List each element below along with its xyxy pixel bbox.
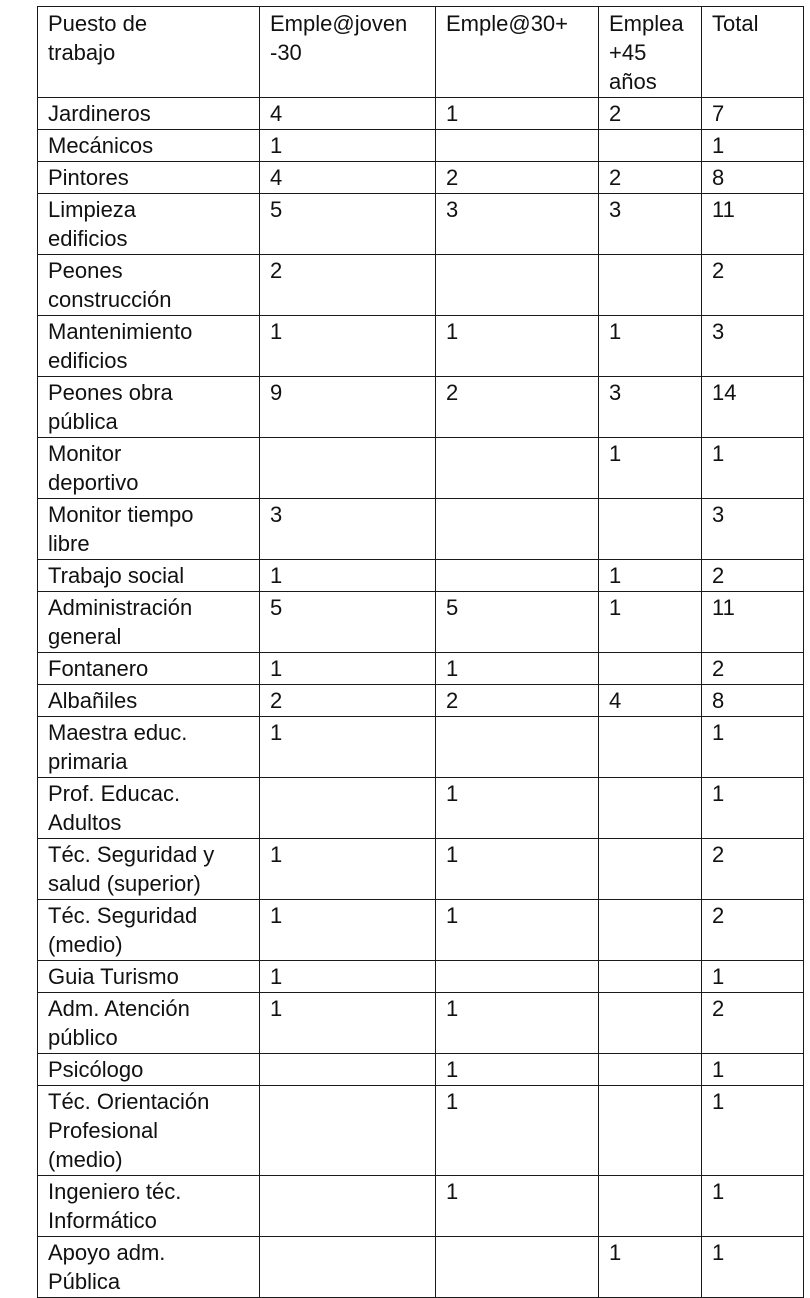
cell-45 — [599, 717, 702, 778]
table-row — [38, 1086, 804, 1176]
cell-total — [702, 438, 804, 499]
table-row — [38, 839, 804, 900]
cell-puesto-value: Adm. Atención público — [48, 996, 190, 1050]
cell-total-value: 1 — [712, 1089, 725, 1114]
cell-puesto-value: Fontanero — [48, 656, 149, 681]
cell-30-value: 1 — [446, 1089, 459, 1114]
table-row — [38, 961, 804, 993]
document-page — [37, 6, 804, 1298]
cell-30-value: 1 — [446, 656, 459, 681]
cell-30-value: 2 — [446, 165, 459, 190]
cell-total — [702, 993, 804, 1054]
cell-total-value: 2 — [712, 563, 725, 588]
cell-puesto — [38, 130, 260, 162]
cell-puesto-value: Apoyo adm. Pública — [48, 1240, 166, 1294]
cell-joven — [260, 961, 436, 993]
cell-total — [702, 98, 804, 130]
cell-total — [702, 499, 804, 560]
header-label: Emple@30+ — [446, 11, 569, 36]
cell-45 — [599, 377, 702, 438]
header-label: Emplea +45 años — [609, 11, 684, 94]
cell-total-value: 1 — [712, 964, 725, 989]
cell-puesto — [38, 900, 260, 961]
table-row — [38, 130, 804, 162]
cell-joven — [260, 316, 436, 377]
cell-45 — [599, 316, 702, 377]
cell-total — [702, 194, 804, 255]
cell-puesto — [38, 778, 260, 839]
cell-joven — [260, 1237, 436, 1298]
table-body — [38, 98, 804, 1298]
cell-45-value: 2 — [609, 101, 622, 126]
cell-joven-value: 2 — [270, 688, 283, 713]
cell-joven — [260, 377, 436, 438]
cell-total-value: 8 — [712, 688, 725, 713]
cell-joven-value: 1 — [270, 133, 283, 158]
cell-joven-value: 1 — [270, 842, 283, 867]
cell-puesto — [38, 685, 260, 717]
cell-joven — [260, 162, 436, 194]
cell-joven-value: 5 — [270, 595, 283, 620]
cell-total-value: 11 — [712, 595, 735, 620]
cell-30 — [436, 592, 599, 653]
cell-45-value: 1 — [609, 1240, 622, 1265]
cell-total-value: 1 — [712, 1240, 725, 1265]
cell-45 — [599, 162, 702, 194]
cell-30 — [436, 993, 599, 1054]
cell-30 — [436, 685, 599, 717]
cell-puesto-value: Téc. Seguridad y salud (superior) — [48, 842, 215, 896]
cell-puesto-value: Administración general — [48, 595, 193, 649]
cell-30-value: 5 — [446, 595, 459, 620]
cell-puesto — [38, 961, 260, 993]
cell-joven — [260, 1054, 436, 1086]
cell-total-value: 1 — [712, 441, 725, 466]
cell-joven — [260, 499, 436, 560]
cell-joven — [260, 839, 436, 900]
cell-45 — [599, 255, 702, 316]
cell-puesto — [38, 717, 260, 778]
cell-30 — [436, 560, 599, 592]
cell-45 — [599, 194, 702, 255]
cell-45 — [599, 1237, 702, 1298]
cell-total — [702, 1086, 804, 1176]
cell-45 — [599, 1054, 702, 1086]
cell-30 — [436, 961, 599, 993]
cell-joven-value: 4 — [270, 101, 283, 126]
cell-30 — [436, 839, 599, 900]
cell-30 — [436, 900, 599, 961]
cell-total — [702, 839, 804, 900]
cell-30-value: 1 — [446, 1179, 459, 1204]
cell-30-value: 1 — [446, 1057, 459, 1082]
cell-puesto-value: Monitor deportivo — [48, 441, 139, 495]
cell-total — [702, 1054, 804, 1086]
cell-30 — [436, 653, 599, 685]
cell-total — [702, 653, 804, 685]
cell-joven — [260, 560, 436, 592]
header-cell-total — [702, 7, 804, 98]
cell-puesto-value: Mantenimiento edificios — [48, 319, 193, 373]
cell-45-value: 3 — [609, 197, 622, 222]
cell-joven-value: 1 — [270, 964, 283, 989]
cell-30 — [436, 194, 599, 255]
cell-puesto — [38, 592, 260, 653]
table-row — [38, 560, 804, 592]
cell-total — [702, 592, 804, 653]
cell-45 — [599, 130, 702, 162]
cell-joven — [260, 778, 436, 839]
cell-puesto — [38, 499, 260, 560]
table-row — [38, 499, 804, 560]
cell-puesto-value: Ingeniero téc. Informático — [48, 1179, 182, 1233]
table-row — [38, 778, 804, 839]
cell-total — [702, 685, 804, 717]
cell-30-value: 2 — [446, 688, 459, 713]
cell-30 — [436, 162, 599, 194]
cell-45 — [599, 961, 702, 993]
cell-joven-value: 1 — [270, 656, 283, 681]
cell-joven — [260, 685, 436, 717]
cell-total-value: 14 — [712, 380, 737, 405]
header-label: Emple@joven -30 — [270, 11, 408, 65]
cell-puesto — [38, 1086, 260, 1176]
cell-45 — [599, 839, 702, 900]
cell-30 — [436, 255, 599, 316]
header-cell-30 — [436, 7, 599, 98]
cell-45-value: 4 — [609, 688, 622, 713]
cell-puesto — [38, 1237, 260, 1298]
cell-30-value: 1 — [446, 842, 459, 867]
cell-puesto — [38, 438, 260, 499]
cell-45 — [599, 1176, 702, 1237]
header-cell-45 — [599, 7, 702, 98]
cell-joven-value: 1 — [270, 563, 283, 588]
cell-puesto — [38, 162, 260, 194]
header-label: Total — [712, 11, 759, 36]
cell-joven-value: 2 — [270, 258, 283, 283]
cell-total — [702, 130, 804, 162]
cell-joven-value: 1 — [270, 996, 283, 1021]
cell-puesto — [38, 194, 260, 255]
cell-total — [702, 316, 804, 377]
cell-total — [702, 961, 804, 993]
header-label: Puesto de trabajo — [48, 11, 148, 65]
cell-puesto-value: Limpieza edificios — [48, 197, 137, 251]
cell-total-value: 2 — [712, 258, 725, 283]
cell-45-value: 1 — [609, 319, 622, 344]
cell-puesto — [38, 839, 260, 900]
table-row — [38, 438, 804, 499]
cell-puesto-value: Albañiles — [48, 688, 138, 713]
cell-joven — [260, 98, 436, 130]
table-row — [38, 1237, 804, 1298]
cell-total — [702, 900, 804, 961]
table-row — [38, 653, 804, 685]
cell-puesto-value: Téc. Orientación Profesional (medio) — [48, 1089, 210, 1172]
cell-joven — [260, 993, 436, 1054]
cell-45 — [599, 560, 702, 592]
cell-puesto — [38, 653, 260, 685]
cell-joven-value: 1 — [270, 903, 283, 928]
cell-30-value: 1 — [446, 101, 459, 126]
cell-45 — [599, 98, 702, 130]
cell-30 — [436, 1176, 599, 1237]
cell-30 — [436, 778, 599, 839]
header-cell-puesto — [38, 7, 260, 98]
cell-joven-value: 9 — [270, 380, 283, 405]
cell-30-value: 2 — [446, 380, 459, 405]
table-row — [38, 98, 804, 130]
cell-joven — [260, 900, 436, 961]
cell-total-value: 7 — [712, 101, 725, 126]
table-row — [38, 900, 804, 961]
cell-total — [702, 377, 804, 438]
cell-30-value: 1 — [446, 319, 459, 344]
cell-puesto — [38, 255, 260, 316]
cell-puesto-value: Prof. Educac. Adultos — [48, 781, 181, 835]
cell-total-value: 2 — [712, 996, 725, 1021]
cell-puesto — [38, 993, 260, 1054]
table-row — [38, 194, 804, 255]
cell-total-value: 2 — [712, 903, 725, 928]
cell-30 — [436, 1237, 599, 1298]
cell-30 — [436, 438, 599, 499]
cell-45 — [599, 499, 702, 560]
cell-45 — [599, 438, 702, 499]
cell-puesto-value: Trabajo social — [48, 563, 185, 588]
cell-30-value: 1 — [446, 903, 459, 928]
cell-30 — [436, 98, 599, 130]
cell-30-value: 1 — [446, 996, 459, 1021]
cell-total-value: 3 — [712, 502, 725, 527]
cell-puesto-value: Mecánicos — [48, 133, 154, 158]
cell-45 — [599, 778, 702, 839]
cell-total-value: 1 — [712, 1057, 725, 1082]
cell-30 — [436, 316, 599, 377]
table-row — [38, 717, 804, 778]
cell-joven — [260, 1086, 436, 1176]
cell-total-value: 1 — [712, 1179, 725, 1204]
cell-45 — [599, 592, 702, 653]
table-row — [38, 1176, 804, 1237]
cell-30 — [436, 1086, 599, 1176]
cell-45-value: 3 — [609, 380, 622, 405]
cell-total-value: 1 — [712, 781, 725, 806]
header-cell-joven — [260, 7, 436, 98]
cell-45 — [599, 685, 702, 717]
cell-total-value: 2 — [712, 656, 725, 681]
cell-joven — [260, 1176, 436, 1237]
cell-total — [702, 717, 804, 778]
cell-45 — [599, 1086, 702, 1176]
cell-puesto-value: Peones construcción — [48, 258, 172, 312]
cell-30-value: 1 — [446, 781, 459, 806]
cell-total — [702, 162, 804, 194]
cell-puesto-value: Guia Turismo — [48, 964, 179, 989]
cell-30 — [436, 717, 599, 778]
cell-total-value: 1 — [712, 133, 725, 158]
cell-joven-value: 1 — [270, 319, 283, 344]
cell-puesto-value: Maestra educ. primaria — [48, 720, 188, 774]
cell-joven — [260, 653, 436, 685]
cell-puesto-value: Monitor tiempo libre — [48, 502, 194, 556]
cell-joven — [260, 130, 436, 162]
cell-joven-value: 5 — [270, 197, 283, 222]
cell-total — [702, 560, 804, 592]
table-row — [38, 592, 804, 653]
cell-puesto — [38, 560, 260, 592]
cell-total-value: 8 — [712, 165, 725, 190]
cell-joven-value: 3 — [270, 502, 283, 527]
cell-30 — [436, 1054, 599, 1086]
cell-joven — [260, 717, 436, 778]
cell-total — [702, 1176, 804, 1237]
table-header-row — [38, 7, 804, 98]
cell-45-value: 1 — [609, 441, 622, 466]
cell-puesto-value: Psicólogo — [48, 1057, 144, 1082]
cell-45-value: 1 — [609, 595, 622, 620]
cell-45-value: 1 — [609, 563, 622, 588]
cell-puesto — [38, 98, 260, 130]
cell-joven-value: 1 — [270, 720, 283, 745]
cell-joven — [260, 194, 436, 255]
cell-30-value: 3 — [446, 197, 459, 222]
cell-30 — [436, 499, 599, 560]
table-row — [38, 316, 804, 377]
cell-puesto-value: Peones obra pública — [48, 380, 173, 434]
cell-30 — [436, 130, 599, 162]
cell-puesto-value: Pintores — [48, 165, 129, 190]
cell-puesto — [38, 316, 260, 377]
cell-puesto — [38, 377, 260, 438]
cell-total — [702, 255, 804, 316]
cell-45-value: 2 — [609, 165, 622, 190]
cell-total-value: 2 — [712, 842, 725, 867]
table-row — [38, 162, 804, 194]
cell-30 — [436, 377, 599, 438]
cell-joven — [260, 255, 436, 316]
cell-total-value: 11 — [712, 197, 735, 222]
cell-joven-value: 4 — [270, 165, 283, 190]
cell-total-value: 3 — [712, 319, 725, 344]
table-row — [38, 1054, 804, 1086]
jobs-table — [37, 6, 804, 1298]
cell-45 — [599, 653, 702, 685]
table-row — [38, 685, 804, 717]
cell-puesto-value: Téc. Seguridad (medio) — [48, 903, 198, 957]
cell-total-value: 1 — [712, 720, 725, 745]
cell-joven — [260, 438, 436, 499]
cell-45 — [599, 900, 702, 961]
table-row — [38, 993, 804, 1054]
cell-joven — [260, 592, 436, 653]
table-row — [38, 377, 804, 438]
cell-45 — [599, 993, 702, 1054]
cell-total — [702, 778, 804, 839]
cell-total — [702, 1237, 804, 1298]
table-row — [38, 255, 804, 316]
cell-puesto — [38, 1176, 260, 1237]
cell-puesto — [38, 1054, 260, 1086]
cell-puesto-value: Jardineros — [48, 101, 151, 126]
